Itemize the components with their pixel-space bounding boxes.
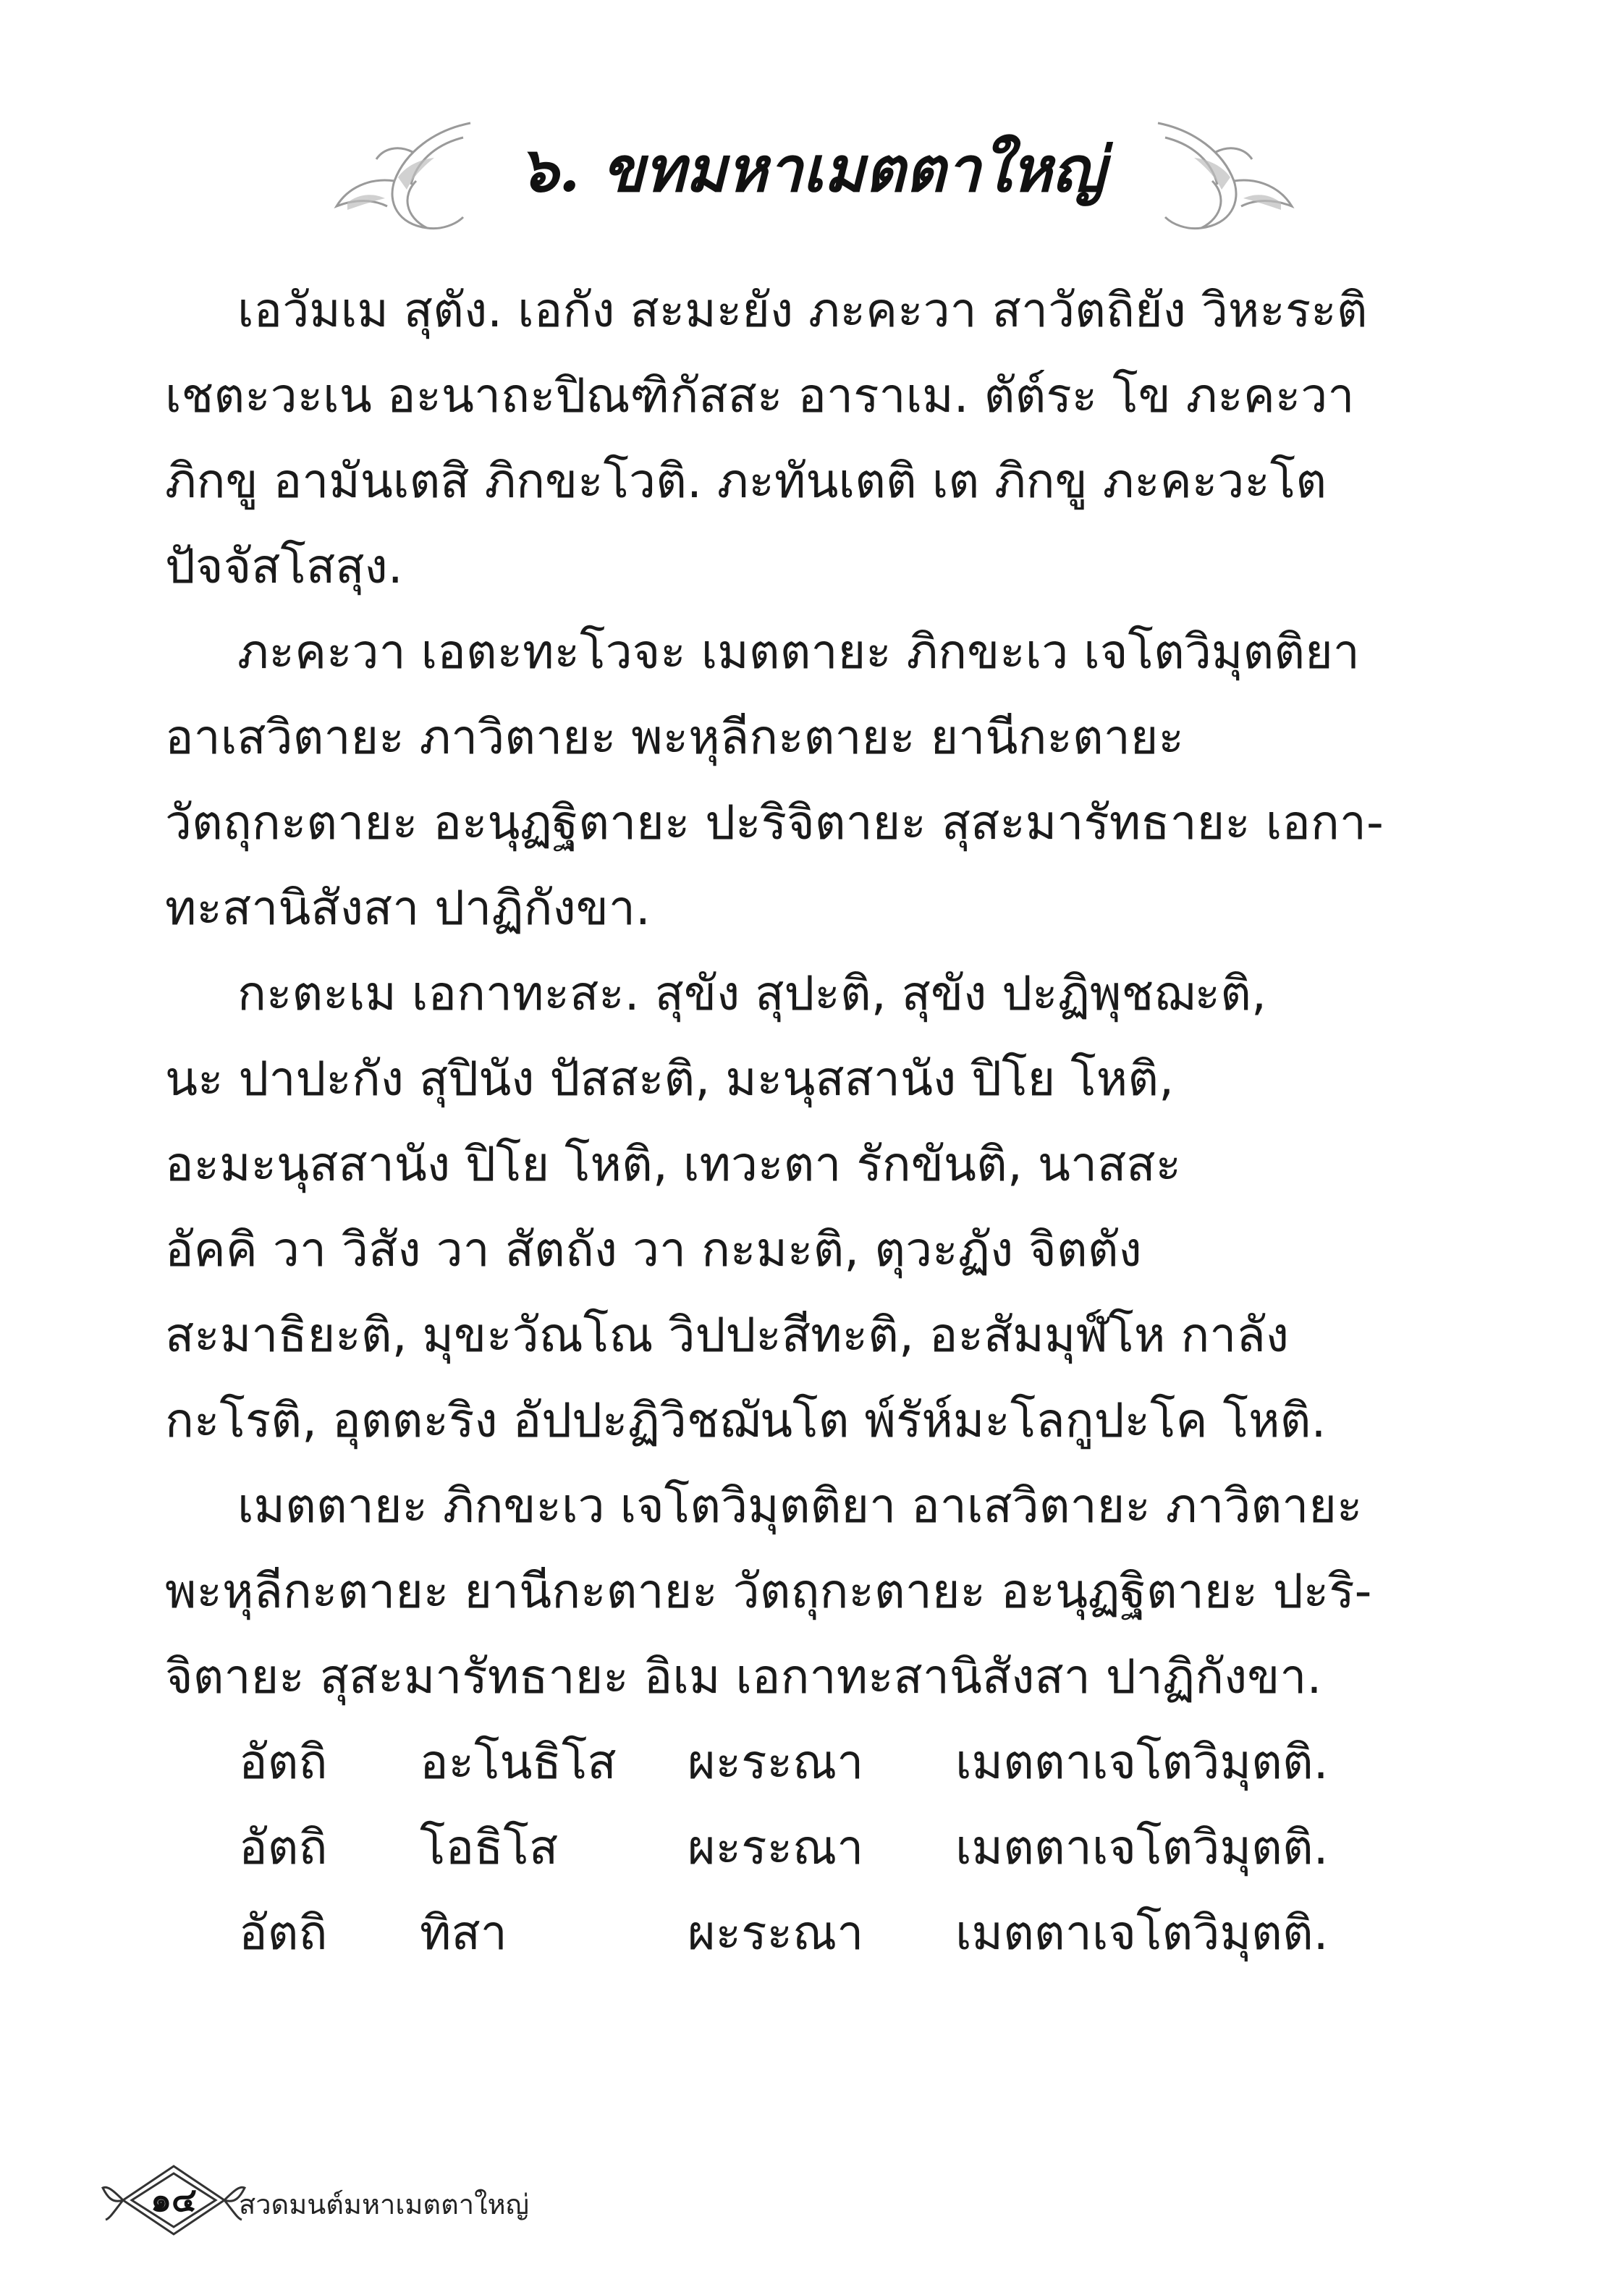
page-number: ๑๔ [150,2180,197,2219]
verse-word: อะโนธิโส [420,1734,617,1790]
text-line: เชตะวะเน อะนาถะปิณฑิกัสสะ อาราเม. ตัต์ระ โข ภะคะวา [165,368,1355,423]
text-line: อัคคิ วา วิสัง วา สัตถัง วา กะมะติ, ตุวะฏัง จิตตัง [165,1222,1142,1277]
text-line: วัตถุกะตายะ อะนุฏฐิตายะ ปะริจิตายะ สุสะมารัทธายะ เอกา- [165,795,1384,850]
text-line: นะ ปาปะกัง สุปินัง ปัสสะติ, มะนุสสานัง ปิโย โหติ, [165,1051,1175,1107]
page-title: ๖. ขทมหาเมตตาใหญ่ [519,133,1105,206]
text-line: กะตะเม เอกาทะสะ. สุขัง สุปะติ, สุขัง ปะฏิพุชฌะติ, [237,965,1266,1021]
text-line: สะมาธิยะติ, มุขะวัณโณ วิปปะสีทะติ, อะสัมมุฬ์โห กาลัง [165,1307,1290,1363]
verse-word: ทิสา [420,1905,507,1961]
text-line: เอวัมเม สุตัง. เอกัง สะมะยัง ภะคะวา สาวัตถิยัง วิหะระติ [237,282,1368,338]
verse-word: ผะระณา [688,1819,864,1875]
verse-word: อัตถิ [239,1819,328,1875]
verse-word: เมตตาเจโตวิมุตติ. [955,1734,1329,1790]
verse-word: อัตถิ [239,1905,328,1961]
right-ornament-icon [1143,109,1303,239]
verse-line [239,1720,1397,1805]
text-line: พะหุลีกะตายะ ยานีกะตายะ วัตถุกะตายะ อะนุฏฐิตายะ ปะริ- [165,1563,1372,1619]
footer-title: สวดมนต์มหาเมตตาใหญ่ [239,2189,530,2220]
verse-word: อัตถิ [239,1734,328,1790]
paragraph-2 [165,609,1460,951]
paragraph-3 [165,951,1460,1463]
text-line: จิตายะ สุสะมารัทธายะ อิเม เอกาทะสานิสังสา ปาฏิกังขา. [165,1649,1322,1704]
title-area [0,109,1624,239]
text-line: ทะสานิสังสา ปาฏิกังขา. [165,880,651,936]
text-line: เมตตายะ ภิกขะเว เจโตวิมุตติยา อาเสวิตายะ ภาวิตายะ [237,1478,1363,1534]
footer [101,2160,753,2240]
verse-word: ผะระณา [688,1905,864,1961]
verse-line [239,1805,1397,1890]
text-line: กะโรติ, อุตตะริง อัปปะฏิวิชฌันโต พ์รัห์มะโลกูปะโค โหติ. [165,1392,1327,1448]
verse-line [239,1890,1397,1976]
verse-word: เมตตาเจโตวิมุตติ. [955,1905,1329,1961]
verse-word: เมตตาเจโตวิมุตติ. [955,1819,1329,1875]
text-line: อะมะนุสสานัง ปิโย โหติ, เทวะตา รักขันติ, นาสสะ [165,1136,1182,1192]
verse-word: ผะระณา [688,1734,864,1790]
text-line: อาเสวิตายะ ภาวิตายะ พะหุลีกะตายะ ยานีกะตายะ [165,709,1184,765]
text-line: ปัจจัสโสสุง. [165,538,403,594]
paragraph-4 [165,1463,1460,1720]
text-line: ภิกขู อามันเตสิ ภิกขะโวติ. ภะทันเตติ เต ภิกขู ภะคะวะโต [165,453,1327,509]
paragraph-1 [165,268,1460,609]
verse-word: โอธิโส [420,1819,559,1875]
text-line: ภะคะวา เอตะทะโวจะ เมตตายะ ภิกขะเว เจโตวิมุตติยา [237,624,1360,680]
